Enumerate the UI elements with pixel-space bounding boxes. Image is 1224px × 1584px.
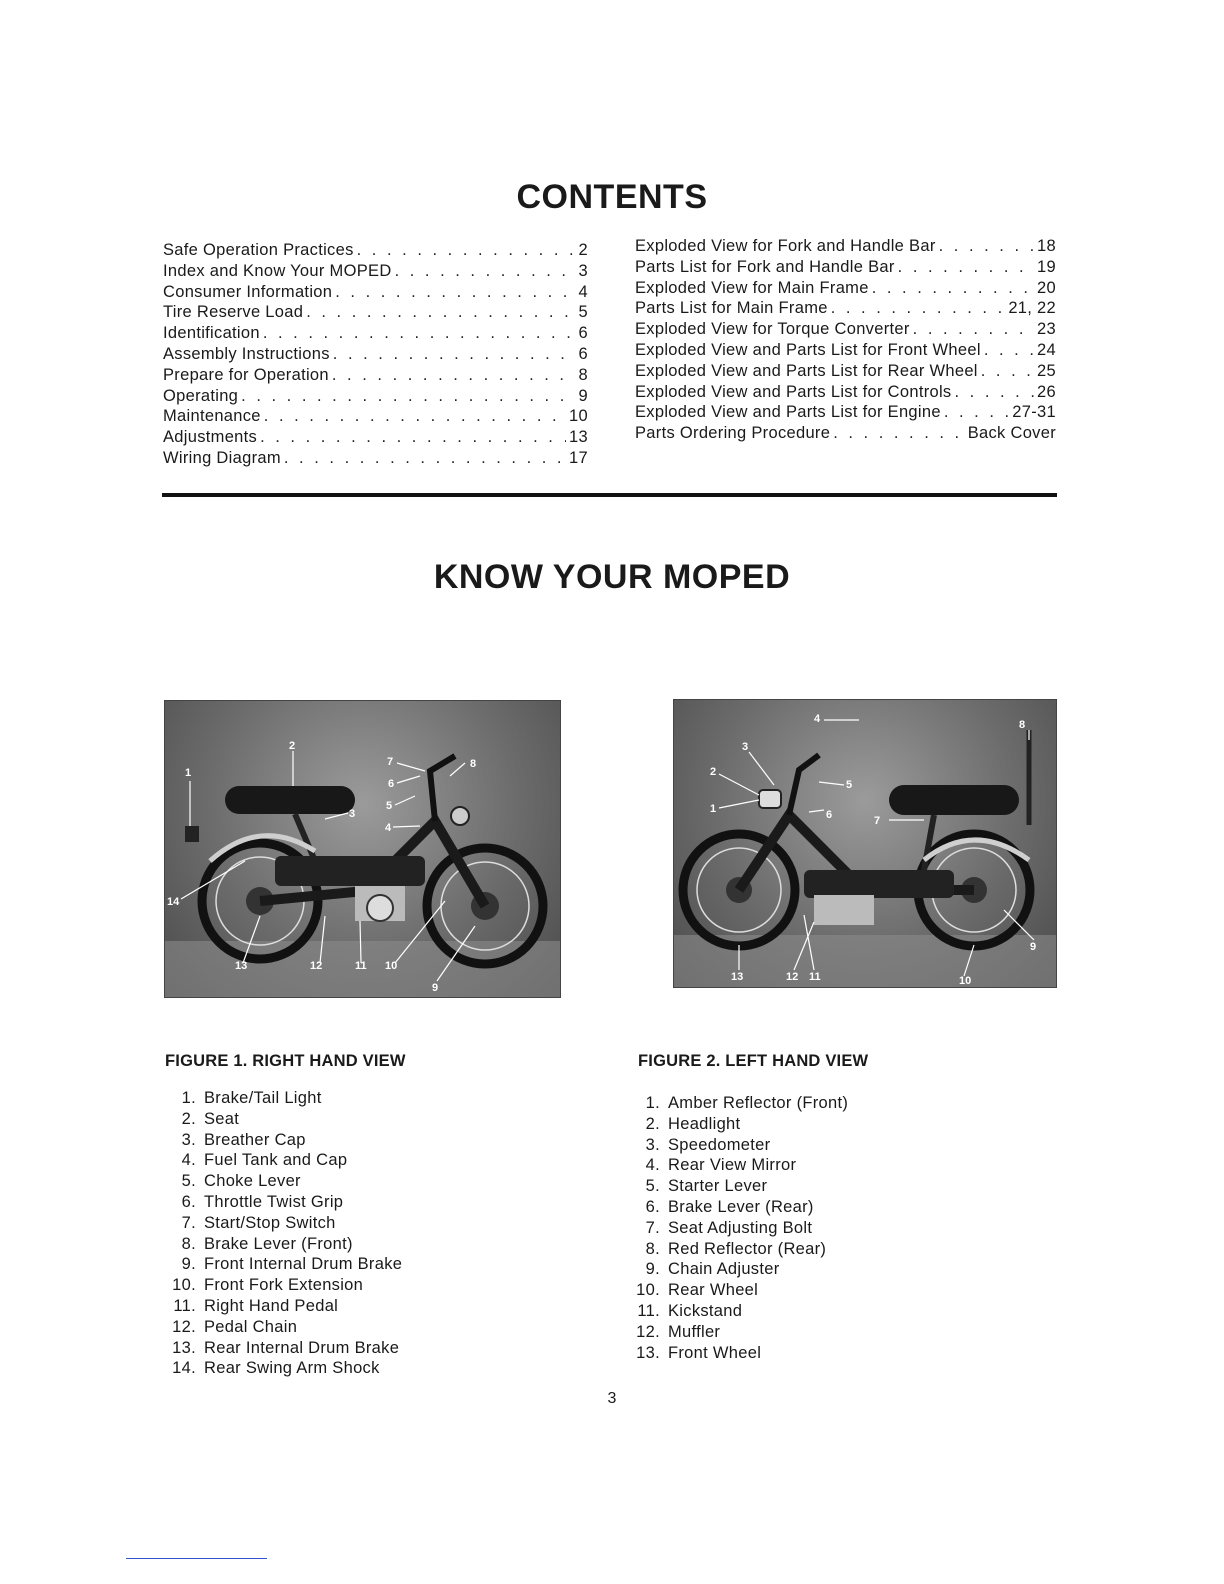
toc-entry-label: Exploded View and Parts List for Front Wheel <box>635 340 981 359</box>
parts-list-number: 8. <box>181 1234 196 1253</box>
parts-list-number: 11. <box>637 1301 660 1320</box>
parts-list-item <box>166 1234 402 1255</box>
parts-list-item <box>166 1171 402 1192</box>
callout-12: 12 <box>310 960 323 972</box>
callout-11: 11 <box>809 971 821 983</box>
parts-list-text: Brake Lever (Front) <box>204 1234 353 1253</box>
toc-entry <box>163 261 588 282</box>
bottom-rule <box>126 1558 267 1559</box>
toc-entry <box>635 340 1056 361</box>
callout-4: 4 <box>814 713 821 725</box>
parts-list-text: Speedometer <box>668 1135 771 1154</box>
toc-right-column <box>635 236 1056 444</box>
parts-list-number: 7. <box>181 1213 196 1232</box>
toc-entry-page: 5 <box>578 303 588 322</box>
toc-entry <box>163 344 588 365</box>
contents-title: CONTENTS <box>516 178 708 216</box>
toc-leader-dots <box>332 365 576 386</box>
toc-entry-page: 26 <box>1037 382 1056 401</box>
callout-9: 9 <box>1030 941 1037 953</box>
toc-entry-label: Exploded View and Parts List for Controls <box>635 382 952 401</box>
toc-entry <box>635 402 1056 423</box>
toc-leader-dots <box>241 386 575 407</box>
parts-list-item <box>630 1135 848 1156</box>
toc-entry-page: 2 <box>578 241 588 259</box>
callout-4: 4 <box>385 822 392 834</box>
callout-13: 13 <box>731 971 744 983</box>
callout-3: 3 <box>742 741 749 753</box>
toc-entry <box>635 423 1056 444</box>
parts-list-item <box>166 1317 402 1338</box>
figure-2-parts-list <box>630 1093 848 1363</box>
parts-list-text: Red Reflector (Rear) <box>668 1239 827 1258</box>
parts-list-item <box>166 1109 402 1130</box>
figure-1-caption: FIGURE 1. RIGHT HAND VIEW <box>165 1052 406 1070</box>
toc-entry <box>635 257 1056 278</box>
callout-6: 6 <box>388 778 395 790</box>
callout-1: 1 <box>710 803 717 815</box>
parts-list-text: Rear View Mirror <box>668 1156 797 1175</box>
callout-8: 8 <box>470 758 477 770</box>
parts-list-item <box>630 1343 848 1364</box>
toc-leader-dots <box>898 257 1034 278</box>
toc-leader-dots <box>913 319 1034 340</box>
parts-list-text: Throttle Twist Grip <box>204 1192 344 1211</box>
toc-entry-page: 23 <box>1037 320 1056 339</box>
parts-list-number: 4. <box>645 1156 660 1175</box>
parts-list-number: 6. <box>181 1192 196 1211</box>
toc-entry <box>635 236 1056 257</box>
callout-10: 10 <box>385 960 398 972</box>
toc-entry <box>163 323 588 344</box>
toc-entry-page: 19 <box>1037 257 1056 276</box>
parts-list-number: 10. <box>172 1276 196 1295</box>
toc-leader-dots <box>333 344 576 365</box>
parts-list-number: 2. <box>181 1109 196 1128</box>
toc-entry-label: Parts List for Fork and Handle Bar <box>635 257 895 276</box>
parts-list-item <box>166 1275 402 1296</box>
toc-leader-dots <box>395 261 576 282</box>
toc-entry-page: 6 <box>578 324 588 343</box>
page-number: 3 <box>607 1390 617 1407</box>
toc-entry <box>163 386 588 407</box>
parts-list-text: Starter Lever <box>668 1177 768 1196</box>
parts-list-text: Muffler <box>668 1322 721 1341</box>
parts-list-text: Seat <box>204 1109 240 1128</box>
parts-list-text: Breather Cap <box>204 1130 306 1149</box>
callout-1: 1 <box>185 767 192 779</box>
toc-entry-label: Exploded View for Main Frame <box>635 278 869 297</box>
parts-list-number: 13. <box>636 1343 660 1362</box>
callout-5: 5 <box>846 779 853 791</box>
toc-leader-dots <box>335 282 575 303</box>
toc-entry-page: 13 <box>569 428 588 447</box>
parts-list-text: Amber Reflector (Front) <box>668 1094 849 1112</box>
toc-entry-label: Adjustments <box>163 428 258 447</box>
parts-list-number: 4. <box>181 1151 196 1170</box>
callout-11: 11 <box>355 960 367 972</box>
toc-entry-label: Exploded View for Fork and Handle Bar <box>635 237 936 255</box>
toc-entry-page: 25 <box>1037 361 1056 380</box>
toc-entry <box>635 382 1056 403</box>
parts-list-number: 5. <box>645 1177 660 1196</box>
toc-leader-dots <box>306 302 575 323</box>
parts-list-number: 1. <box>645 1094 660 1112</box>
parts-list-text: Rear Wheel <box>668 1281 759 1300</box>
toc-entry <box>163 365 588 386</box>
parts-list-item <box>166 1192 402 1213</box>
parts-list-item <box>630 1239 848 1260</box>
parts-list-number: 5. <box>181 1172 196 1191</box>
figure-1-parts-list <box>166 1088 402 1379</box>
parts-list-number: 7. <box>645 1218 660 1237</box>
toc-entry <box>163 240 588 261</box>
parts-list-item <box>166 1358 402 1379</box>
toc-entry <box>635 278 1056 299</box>
callout-3: 3 <box>349 808 356 820</box>
toc-entry-label: Exploded View for Torque Converter <box>635 320 910 339</box>
toc-leader-dots <box>263 323 576 344</box>
toc-entry-label: Operating <box>163 386 239 405</box>
parts-list-item <box>630 1176 848 1197</box>
callout-9: 9 <box>432 982 439 994</box>
parts-list-item <box>630 1322 848 1343</box>
toc-entry-page: 17 <box>569 448 588 467</box>
toc-leader-dots <box>831 298 1006 319</box>
parts-list-text: Pedal Chain <box>204 1317 298 1336</box>
parts-list-item <box>166 1150 402 1171</box>
parts-list-text: Kickstand <box>668 1301 743 1320</box>
toc-entry <box>163 302 588 323</box>
parts-list-number: 3. <box>645 1135 660 1154</box>
figure-1-photo <box>164 700 561 998</box>
toc-leader-dots <box>981 361 1034 382</box>
parts-list-item <box>630 1197 848 1218</box>
parts-list-text: Right Hand Pedal <box>204 1296 339 1315</box>
toc-entry-page: 20 <box>1037 278 1056 297</box>
callout-13: 13 <box>235 960 248 972</box>
callout-12: 12 <box>786 971 799 983</box>
toc-entry-page: 8 <box>578 365 588 384</box>
toc-entry-page: 9 <box>578 386 588 405</box>
toc-entry-label: Wiring Diagram <box>163 448 281 467</box>
toc-leader-dots <box>939 236 1034 257</box>
parts-list-item <box>166 1130 402 1151</box>
parts-list-text: Chain Adjuster <box>668 1260 780 1279</box>
parts-list-text: Front Fork Extension <box>204 1276 364 1295</box>
parts-list-text: Front Wheel <box>668 1343 762 1362</box>
callout-6: 6 <box>826 809 833 821</box>
parts-list-text: Rear Swing Arm Shock <box>204 1359 380 1378</box>
section-divider <box>162 493 1057 497</box>
parts-list-number: 13. <box>172 1338 196 1357</box>
callout-2: 2 <box>289 740 296 752</box>
toc-entry-page: 24 <box>1037 340 1056 359</box>
parts-list-number: 12. <box>172 1317 196 1336</box>
toc-leader-dots <box>872 278 1034 299</box>
parts-list-number: 9. <box>181 1255 196 1274</box>
know-your-moped-title: KNOW YOUR MOPED <box>433 558 791 596</box>
parts-list-item <box>630 1155 848 1176</box>
toc-leader-dots <box>984 340 1034 361</box>
parts-list-number: 14. <box>172 1359 196 1378</box>
toc-leader-dots <box>944 402 1009 423</box>
toc-entry <box>163 406 588 427</box>
parts-list-item <box>630 1114 848 1135</box>
toc-leader-dots <box>260 427 566 448</box>
toc-entry <box>635 319 1056 340</box>
toc-entry-label: Exploded View and Parts List for Rear Wheel <box>635 361 978 380</box>
parts-list-number: 11. <box>173 1296 196 1315</box>
parts-list-number: 8. <box>645 1239 660 1258</box>
toc-entry-label: Parts Ordering Procedure <box>635 424 831 443</box>
parts-list-item <box>630 1301 848 1322</box>
callout-10: 10 <box>959 975 972 987</box>
figure-2-caption: FIGURE 2. LEFT HAND VIEW <box>638 1052 869 1070</box>
toc-entry <box>635 298 1056 319</box>
toc-leader-dots <box>264 406 566 427</box>
parts-list-number: 12. <box>636 1322 660 1341</box>
toc-entry-page: 3 <box>578 261 588 280</box>
callout-14: 14 <box>167 896 180 908</box>
parts-list-item <box>630 1218 848 1239</box>
toc-entry-page: 10 <box>569 407 588 426</box>
toc-entry-page: Back Cover <box>967 424 1056 443</box>
toc-entry-label: Index and Know Your MOPED <box>163 261 392 280</box>
toc-entry <box>163 282 588 303</box>
figure-2-photo <box>673 699 1057 988</box>
callout-8: 8 <box>1019 719 1026 731</box>
toc-entry-label: Assembly Instructions <box>163 344 330 363</box>
toc-left-column <box>163 240 588 469</box>
toc-entry-page: 6 <box>578 344 588 363</box>
toc-entry-label: Exploded View and Parts List for Engine <box>635 403 941 422</box>
parts-list-number: 6. <box>645 1197 660 1216</box>
toc-leader-dots <box>357 240 576 261</box>
parts-list-item <box>166 1338 402 1359</box>
moped-right-view-illustration <box>165 701 560 997</box>
toc-entry-label: Identification <box>163 324 260 343</box>
toc-entry <box>635 361 1056 382</box>
parts-list-item <box>166 1088 402 1109</box>
toc-leader-dots <box>955 382 1035 403</box>
parts-list-text: Brake Lever (Rear) <box>668 1197 814 1216</box>
parts-list-item <box>166 1213 402 1234</box>
parts-list-item <box>630 1093 848 1114</box>
callout-7: 7 <box>874 815 881 827</box>
toc-entry-page: 18 <box>1037 237 1056 255</box>
parts-list-number: 9. <box>645 1260 660 1279</box>
toc-entry-page: 4 <box>578 282 588 301</box>
toc-entry-label: Safe Operation Practices <box>163 241 354 259</box>
parts-list-number: 2. <box>645 1114 660 1133</box>
parts-list-text: Headlight <box>668 1114 741 1133</box>
parts-list-text: Fuel Tank and Cap <box>204 1151 348 1170</box>
parts-list-item <box>630 1259 848 1280</box>
parts-list-item <box>166 1296 402 1317</box>
toc-entry-label: Parts List for Main Frame <box>635 299 828 318</box>
parts-list-text: Rear Internal Drum Brake <box>204 1338 400 1357</box>
toc-leader-dots <box>833 423 965 444</box>
parts-list-text: Choke Lever <box>204 1172 301 1191</box>
toc-entry-label: Consumer Information <box>163 282 333 301</box>
toc-entry <box>163 427 588 448</box>
toc-leader-dots <box>284 448 566 469</box>
toc-entry-page: 21, 22 <box>1008 299 1056 318</box>
parts-list-text: Front Internal Drum Brake <box>204 1255 403 1274</box>
callout-5: 5 <box>386 800 393 812</box>
callout-7: 7 <box>387 756 394 768</box>
toc-entry-page: 27-31 <box>1012 403 1056 422</box>
callout-2: 2 <box>710 766 717 778</box>
parts-list-item <box>166 1254 402 1275</box>
toc-entry-label: Tire Reserve Load <box>163 303 304 322</box>
toc-entry <box>163 448 588 469</box>
toc-entry-label: Maintenance <box>163 407 261 426</box>
parts-list-text: Brake/Tail Light <box>204 1089 322 1107</box>
parts-list-item <box>630 1280 848 1301</box>
toc-entry-label: Prepare for Operation <box>163 365 329 384</box>
parts-list-number: 1. <box>181 1089 196 1107</box>
moped-left-view-illustration <box>674 700 1056 987</box>
parts-list-text: Start/Stop Switch <box>204 1213 336 1232</box>
parts-list-text: Seat Adjusting Bolt <box>668 1218 813 1237</box>
parts-list-number: 10. <box>636 1281 660 1300</box>
parts-list-number: 3. <box>181 1130 196 1149</box>
